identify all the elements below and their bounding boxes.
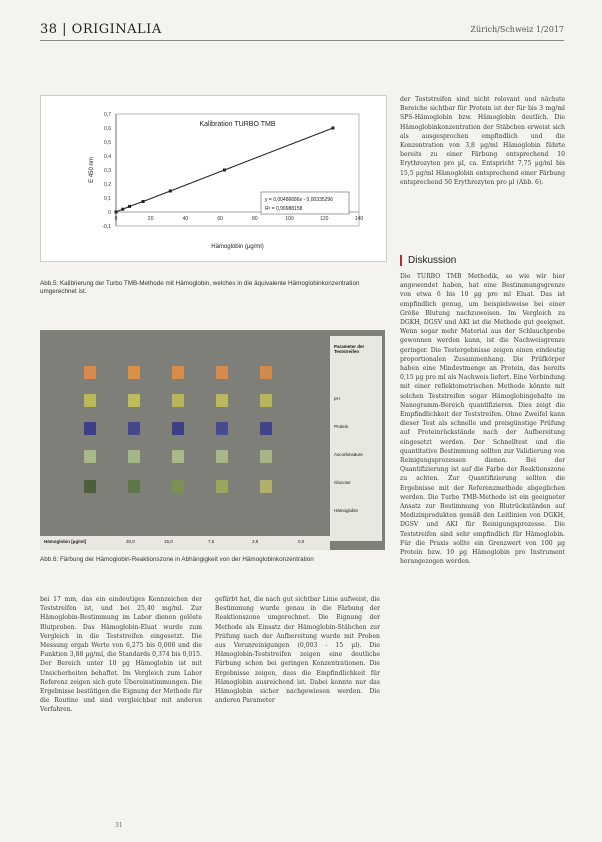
teststrip-pad	[216, 480, 228, 493]
legend-item-glucose: Glucose	[334, 480, 351, 485]
teststrip-pad	[172, 422, 184, 435]
photo-value: 15,0	[164, 539, 173, 544]
teststrip-pad	[128, 394, 140, 407]
figure-5-caption: Abb.5: Kalibrierung der Turbo TMB-Methode mit Hämoglobin, welches in die äquivalente Hämoglobinkonzentration umgerechnet ist.	[40, 280, 360, 295]
data-point	[169, 190, 172, 193]
chart-title: Kalibration TURBO TMB	[199, 121, 276, 128]
teststrip-pad	[128, 480, 140, 493]
teststrip-pad	[260, 450, 272, 463]
y-tick-label: 0,3	[104, 168, 111, 174]
right-paragraph-1: der Teststreifen sind nicht relevant und nächste Bereiche sichtbar für Protein ist der für bis 3 mg/ml SPS-Hämoglobin bzw. Hämoglobin deutlich. Die Hämoglobinkonzentration der Stäbchen erweist sich als ausgesprochen empfindlich und die Konzentration von 3,8 µg/ml Hämoglobin führte bereits zu einer Färbung entsprechend 10 Erythrozyten pro µl, ca. Entspricht 7,75 µg/ml bis 15,5 µg/ml Hämoglobin entsprechend einer Färbung entsprechend 50 Erythrozyten pro µl (Abb. 6).	[400, 96, 565, 186]
x-tick-label: 100	[285, 216, 294, 222]
teststrip-pad	[128, 366, 140, 379]
data-point	[142, 200, 145, 203]
teststrip-pad	[260, 422, 272, 435]
x-tick-label: 140	[354, 216, 364, 222]
legend-item-ph: pH	[334, 396, 340, 401]
y-axis-title: E 450 nm	[89, 157, 95, 183]
legend-item-protein: Protein	[334, 424, 349, 429]
y-tick-label: -0,1	[102, 224, 111, 230]
teststrip-pad	[216, 422, 228, 435]
teststrip-pad	[172, 480, 184, 493]
legend-item-haemoglobin: Hämoglobin	[334, 508, 359, 513]
teststrip-pad	[216, 366, 228, 379]
y-tick-label: 0,5	[104, 140, 111, 146]
equation-line-1: y = 0,00486686x - 0,00335296	[265, 197, 333, 203]
x-axis-title: Hämoglobin (µg/ml)	[211, 244, 264, 250]
teststrip-pad	[84, 480, 96, 493]
photo-value: 3,8	[252, 539, 259, 544]
teststrip-pad	[84, 394, 96, 407]
calibration-chart	[40, 95, 387, 262]
teststrip-pad	[84, 450, 96, 463]
right-column-top	[400, 95, 565, 255]
bottom-paragraph-2: gefärbt hat, die nach gut sichtbar Linie aufweist, die Bestimmung wurde genau in die Färbung der Reaktionszone umgerechnet. Die Eignung der Methode als Einsatz der Hämoglobin-Stäbchen zur Prüfung nach der Aufbereitung wurde mit Proben aus Verunreinigungen (0,003 - 15 µl). Die Hämoglobin-Teststreifen zeigen eine deutliche Färbung schon bei geringen Konzentrationen. Die Ergebnisse zeigen, dass die Empfindlichkeit für Hämoglobin ausreichend ist. Dabei konnte nur das Hämoglobin sicher nachgewiesen werden. Die anderen Parameter	[215, 596, 380, 705]
teststrip-pad	[260, 366, 272, 379]
photo-value: 30,0	[126, 539, 135, 544]
data-point	[223, 169, 226, 172]
y-tick-label: 0,7	[104, 112, 111, 118]
teststrip-pad	[172, 366, 184, 379]
x-tick-label: 40	[182, 216, 189, 222]
teststrip-pad	[216, 450, 228, 463]
teststrip-pad	[216, 394, 228, 407]
teststrip-pad	[260, 394, 272, 407]
teststrip-pad	[84, 422, 96, 435]
data-point	[121, 208, 124, 211]
x-tick-label: 80	[252, 216, 258, 222]
y-tick-label: 0	[108, 210, 111, 216]
photo-value-row	[40, 536, 330, 550]
y-tick-label: 0,4	[104, 154, 111, 160]
data-point	[128, 205, 131, 208]
teststrip-pad	[172, 450, 184, 463]
y-tick-label: 0,6	[104, 126, 111, 132]
teststrip-pad	[128, 422, 140, 435]
teststrip-photo	[40, 330, 385, 550]
photo-value: 7,5	[208, 539, 215, 544]
photo-row-label: Hämoglobin [µg/ml]	[44, 539, 87, 544]
bottom-column-1	[40, 595, 202, 817]
teststrip-pad	[260, 480, 272, 493]
photo-value: 0,0	[298, 539, 305, 544]
teststrip-pad	[172, 394, 184, 407]
y-tick-label: 0,2	[104, 182, 111, 188]
equation-line-2: R² = 0,99988158	[265, 206, 303, 212]
figure-6-caption: Abb.6: Färbung der Hämoglobin-Reaktionszone in Abhängigkeit von der Hämoglobinkonzentration	[40, 556, 314, 563]
data-point	[331, 127, 334, 130]
header-rule	[40, 40, 564, 41]
page-header-left: 38 | ORIGINALIA	[40, 22, 162, 37]
photo-legend	[330, 336, 382, 541]
page-number: 31	[115, 822, 123, 829]
x-tick-label: 60	[217, 216, 223, 222]
bottom-paragraph-1: bei 17 mm, das ein eindeutiges Kennzeichen der Teststreifen ist, und bei 25,40 mg/ml. Zur Hämoglobin-Bestimmung im Labor dienen gelöste Blutproben. Das Hämoglobin-Eluat wurde zum Vergleich in die Teststreifen eingesetzt. Die Messung ergab Werte von 6,275 bis 0,006 und die Funktion 3,88 µg/ml, die Standards 0,374 bis 0,015. Der Bereich unter 10 µg Hämoglobin ist mit Unsicherheiten behaftet. Im Vergleich zum Labor Referenz zeigen sich gute Übereinstimmungen. Die Ergebnisse bestätigen die Eignung der Methode für die Routine und sind vergleichbar mit anderen Verfahren.	[40, 596, 202, 714]
calibration-chart-svg	[41, 96, 386, 261]
x-tick-label: 0	[114, 216, 118, 222]
photo-legend-title: Parameter der Teststreifen	[334, 344, 365, 354]
section-title-diskussion: Diskussion	[400, 255, 456, 266]
teststrip-pad	[128, 450, 140, 463]
x-tick-label: 20	[147, 216, 154, 222]
right-paragraph-2: Die TURBO TMB Methodik, so wie wir hier angewendet haben, hat eine Bestimmungsgrenze von etwa 6 bis 10 µg pro ml Eluat. Das ist empfindlich genug, um beispielsweise bei einer Größe Blutung nachzuweisen. Im Vergleich zu DGKH, DGSV und AKI ist die Methode gut geeignet. Wenn sogar mehr Material aus der Schlauchprobe gewonnen werden kann, ist die Nachweisgrenze geringer. Die Testergebnisse zeigen einen eindeutig proportionalen Zusammenhang. Die Prüfkörper haben eine Mindestmenge an Protein, das bereits 0,15 µg pro ml als Nachweis liefert. Eine Verbindung mit einer reflektometrischen Methode könnte mit solchen Teststreifen sogar Hämoglobingehalte im Nanogramm-Bereich quantifizieren. Dies zeigt die Empfindlichkeit der Teststreifen. Ohne Zweifel kann dieser Test als schnelle und preisgünstige Prüfung auf Proteinrückstände nach der Aufbereitung eingesetzt werden. Der Schnelltest und die quantitative Bestimmung sollten zur Validierung von Reinigungsprozessen dienen. Bei der Quantifizierung ist auf die Farbe der Reaktionszone zu achten. Zur Quantifizierung sollten die Ergebnisse mit der Referenzmethode abgeglichen werden. Die Turbo TMB-Methode ist ein geeigneter Ansatz zur Bestimmung von Blutrückständen auf Medizinprodukten gemäß den Leitlinien von DGKH, DGSV und AKI für Reinigungsprozesse. Die Teststreifen sind sehr empfindlich für Hämoglobin. Für die Praxis sollte ein Grenzwert von 100 µg Protein bzw. 10 µg Hämoglobin pro Instrument herangezogen werden.	[400, 273, 565, 566]
teststrip-pad	[84, 366, 96, 379]
right-column-bottom	[400, 272, 565, 827]
page-header-right: Zürich/Schweiz 1/2017	[470, 25, 564, 34]
legend-item-ascorbic: Ascorbinsäure	[334, 452, 363, 457]
x-tick-label: 120	[320, 216, 329, 222]
y-tick-label: 0,1	[104, 196, 111, 202]
bottom-column-2	[215, 595, 380, 817]
data-point	[115, 211, 118, 214]
